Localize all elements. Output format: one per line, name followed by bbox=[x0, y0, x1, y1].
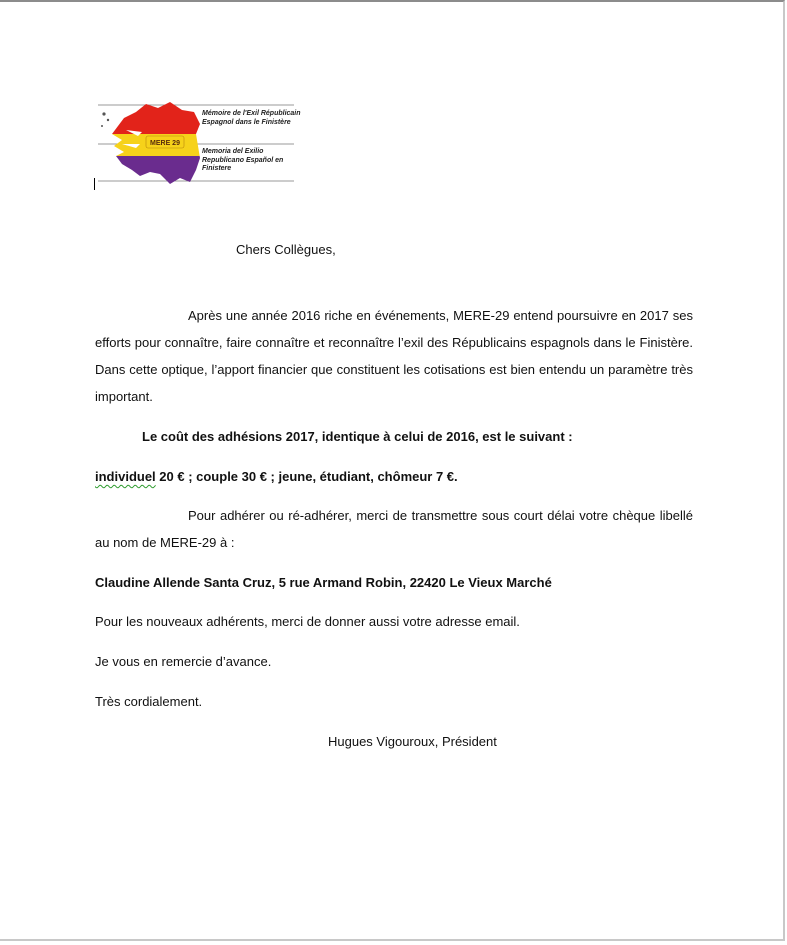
new-members-note: Pour les nouveaux adhérents, merci de donner aussi votre adresse email. bbox=[95, 614, 520, 629]
signature: Hugues Vigouroux, Président bbox=[328, 734, 497, 749]
mere29-logo bbox=[96, 100, 301, 188]
greeting: Chers Collègues, bbox=[236, 242, 336, 257]
logo-text-spanish: Memoria del Exilio Republicano Español en Finistere bbox=[202, 148, 284, 172]
paragraph-intro: Après une année 2016 riche en événements, MERE-29 entend poursuivre en 2017 ses efforts pour connaître, faire connaître et reconnaître l’exil des Républicains espagnols dans le Finistère. Dans cette optique, l’apport financier que constituent les cotisations est bien entendu un paramètre très important. bbox=[95, 308, 693, 404]
thanks-line: Je vous en remercie d’avance. bbox=[95, 654, 272, 669]
price-list-rest: 20 € ; couple 30 € ; jeune, étudiant, chômeur 7 €. bbox=[155, 469, 458, 484]
price-list bbox=[95, 463, 458, 490]
logo-badge: MERE 29 bbox=[150, 140, 180, 147]
logo-text-french: Mémoire de l'Exil Républicain Espagnol dans le Finistère bbox=[202, 110, 301, 126]
postal-address: Claudine Allende Santa Cruz, 5 rue Armand Robin, 22420 Le Vieux Marché bbox=[95, 575, 552, 590]
closing-line: Très cordialement. bbox=[95, 694, 203, 709]
text-cursor bbox=[94, 178, 95, 190]
paragraph-membership: Pour adhérer ou ré-adhérer, merci de transmettre sous court délai votre chèque libellé au nom de MERE-29 à : bbox=[95, 508, 693, 550]
cost-heading: Le coût des adhésions 2017, identique à celui de 2016, est le suivant : bbox=[142, 429, 573, 444]
spellcheck-word[interactable]: individuel bbox=[95, 469, 156, 484]
